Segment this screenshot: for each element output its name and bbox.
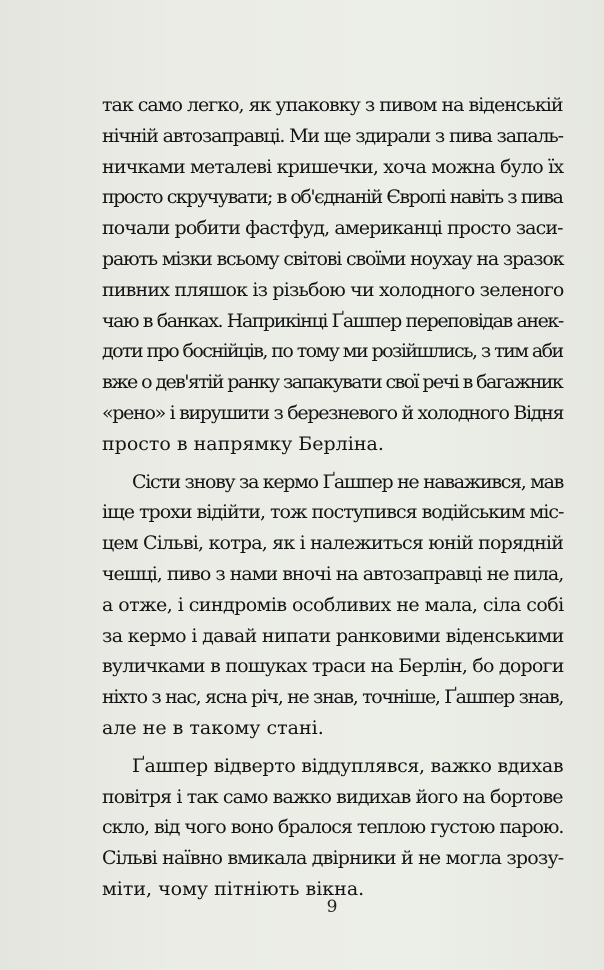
text-line: іще трохи відійти, тож поступився водійським міс- <box>102 501 564 524</box>
text-line: рають мізки всьому світові своїми ноухау на зразок <box>102 247 564 270</box>
text-line: ничками металеві кришечки, хоча можна було їх <box>102 155 564 178</box>
text-line: а отже, і синдромів особливих не мала, сіла собі <box>102 593 564 616</box>
text-line: почали робити фастфуд, американці просто заси- <box>102 217 563 240</box>
text-line: цем Сільві, котра, як і належиться юній порядній <box>102 532 564 555</box>
text-line: доти про боснійців, по тому ми розійшлись, з тим аби <box>102 340 563 363</box>
text-line: ніхто з нас, ясна річ, не знав, точніше, Ґашпер знав, <box>102 686 564 709</box>
text-line: просто в напрямку Берліна. <box>102 432 384 455</box>
text-line: просто скручувати; в об'єднаній Європі навіть з пива <box>102 186 563 209</box>
text-line: скло, від чого воно бралося теплою густою парою. <box>102 816 564 839</box>
paragraph-1 <box>102 90 564 460</box>
text-line: так само легко, як упаковку з пивом на віденській <box>102 94 563 116</box>
text-line: повітря і так само важко видихав його на бортове <box>102 785 563 808</box>
text-line: нічній автозаправці. Ми ще здирали з пива запаль- <box>102 124 563 147</box>
text-line: Ґашпер відверто віддуплявся, важко вдихав <box>132 754 564 777</box>
paragraph-3 <box>102 751 564 905</box>
body-text <box>102 90 564 905</box>
page-number: 9 <box>326 897 338 917</box>
text-line: за кермо і давай нипати ранковими віденськими <box>102 624 564 647</box>
text-line: пивних пляшок із різьбою чи холодного зеленого <box>102 278 564 301</box>
text-line: міти, чому пітніють вікна. <box>102 877 365 900</box>
text-line: Сісти знову за кермо Ґашпер не наважився, мав <box>132 470 563 493</box>
paragraph-2 <box>102 467 564 744</box>
text-line: вже о дев'ятій ранку запакувати свої речі в багажник <box>102 371 563 394</box>
text-line: «рено» і вирушити з березневого й холодного Відня <box>102 401 564 424</box>
text-line: чешці, пиво з нами вночі на автозаправці не пила, <box>102 562 564 585</box>
text-line: вуличками в пошуках траси на Берлін, бо дороги <box>102 655 564 678</box>
text-line: Сільві наївно вмикала двірники й не могла зрозу- <box>102 847 564 870</box>
text-line: але не в такому стані. <box>102 716 324 739</box>
text-line: чаю в банках. Наприкінці Ґашпер переповідав анек- <box>102 309 563 332</box>
